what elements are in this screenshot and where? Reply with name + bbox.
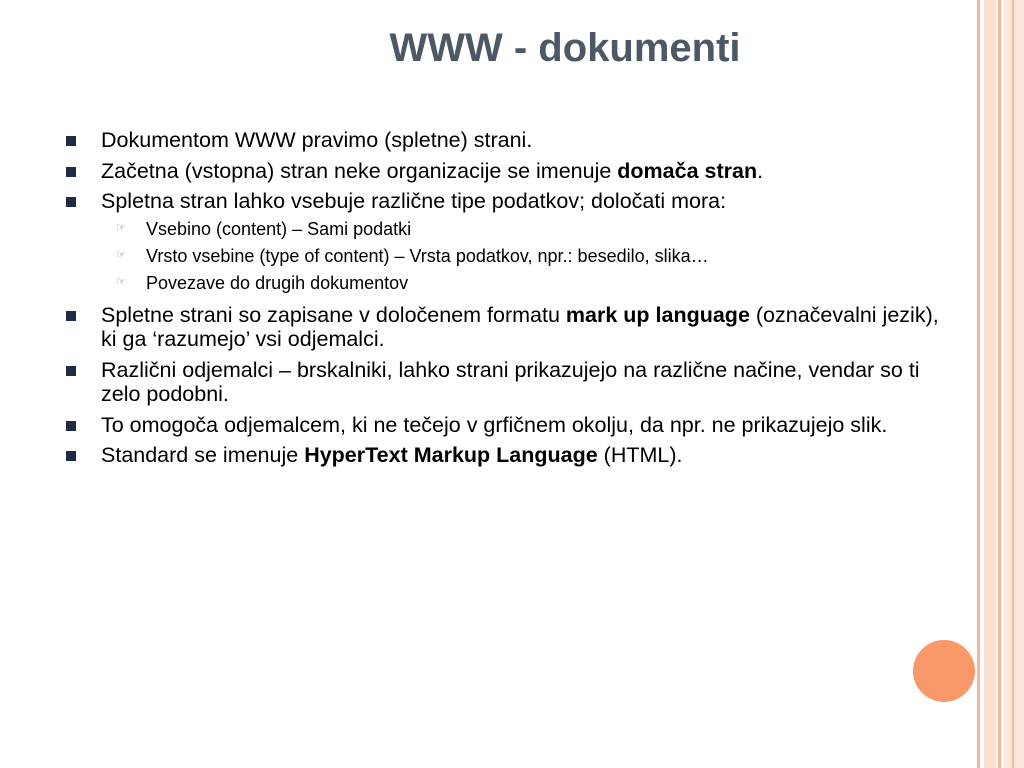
bullet-item bbox=[64, 159, 944, 184]
bullet-text: . bbox=[757, 158, 764, 183]
bullet-text: Dokumentom WWW pravimo (spletne) strani. bbox=[101, 128, 533, 152]
bullet-bold-text: domača stran bbox=[617, 158, 758, 183]
bullet-item bbox=[64, 413, 944, 438]
sub-bullet-item bbox=[64, 218, 944, 240]
square-bullet-icon bbox=[66, 197, 76, 207]
sub-bullet-text: Povezave do drugih dokumentov bbox=[146, 272, 409, 293]
pointing-hand-icon: ☞ bbox=[116, 275, 126, 288]
square-bullet-icon bbox=[66, 311, 76, 321]
bullet-bold-text: mark up language bbox=[565, 302, 750, 327]
bullet-item bbox=[64, 358, 944, 407]
decorative-circle bbox=[913, 640, 975, 702]
bullet-text: Spletne strani so zapisane v določenem formatu bbox=[101, 302, 566, 327]
bullet-text: Začetna (vstopna) stran neke organizacije se imenuje bbox=[101, 158, 618, 183]
bullet-list bbox=[64, 128, 944, 474]
square-bullet-icon bbox=[66, 421, 76, 431]
square-bullet-icon bbox=[66, 167, 76, 177]
bullet-item bbox=[64, 303, 944, 352]
bullet-item bbox=[64, 128, 944, 153]
square-bullet-icon bbox=[66, 451, 76, 461]
sub-bullet-text: Vsebino (content) – Sami podatki bbox=[146, 218, 412, 239]
sub-bullet-item bbox=[64, 272, 944, 294]
bullet-item bbox=[64, 443, 944, 468]
square-bullet-icon bbox=[66, 136, 76, 146]
slide-title: WWW - dokumenti bbox=[389, 26, 741, 70]
bullet-text: (označevalni jezik), ki ga ‘razumejo’ vsi odjemalci. bbox=[101, 302, 939, 351]
pointing-hand-icon: ☞ bbox=[116, 248, 126, 261]
bullet-text: Spletna stran lahko vsebuje različne tipe podatkov; določati mora: bbox=[101, 189, 727, 213]
sub-bullet-text: Vrsto vsebine (type of content) – Vrsta podatkov, npr.: besedilo, slika… bbox=[146, 245, 709, 266]
bullet-item bbox=[64, 189, 944, 214]
sub-bullet-item bbox=[64, 245, 944, 267]
bullet-text: Standard se imenuje bbox=[101, 443, 305, 467]
decorative-border-stripes bbox=[974, 0, 1024, 768]
pointing-hand-icon: ☞ bbox=[116, 221, 126, 234]
square-bullet-icon bbox=[66, 366, 76, 376]
bullet-bold-text: HyperText Markup Language bbox=[304, 443, 598, 467]
bullet-text: (HTML). bbox=[597, 443, 683, 467]
bullet-text: To omogoča odjemalcem, ki ne tečejo v grfičnem okolju, da npr. ne prikazujejo slik. bbox=[101, 412, 888, 437]
bullet-text: Različni odjemalci – brskalniki, lahko strani prikazujejo na različne načine, vendar so ti zelo podobni. bbox=[101, 357, 920, 406]
